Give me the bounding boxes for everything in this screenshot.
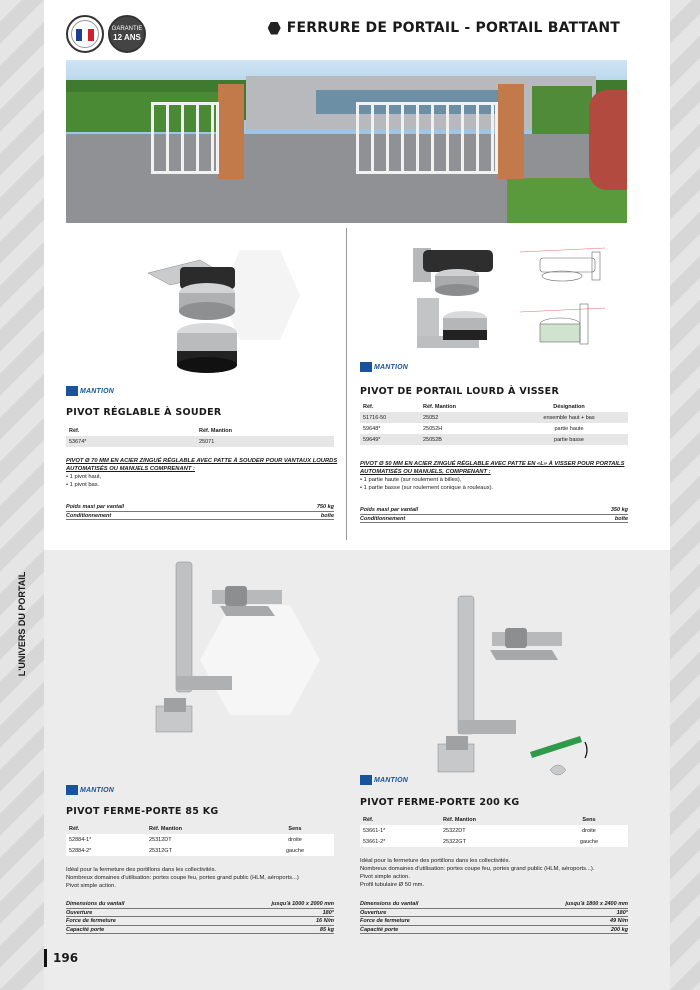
guarantee-logo xyxy=(108,15,146,53)
mantion-logo-icon xyxy=(360,362,372,372)
brand-logo-4: MANTION xyxy=(360,775,408,785)
side-section-label: L'UNIVERS DU PORTAIL xyxy=(17,571,27,677)
product-title-1: PIVOT RÉGLABLE À SOUDER xyxy=(66,407,222,418)
mantion-logo-icon xyxy=(360,775,372,785)
product-title-2: PIVOT DE PORTAIL LOURD À VISSER xyxy=(360,386,560,397)
table-header: Désignation xyxy=(553,403,585,410)
list-item: • 1 partie basse (sur roulement conique à rouleaux). xyxy=(360,484,628,492)
product-image-ferme-porte-85 xyxy=(150,558,290,743)
list-item: • 1 pivot bas. xyxy=(66,481,338,489)
product-description-3: Idéal pour la fermeture des portillons dans les collectivités. Nombreux domaines d'utilisation: portes coupe feu, portes grand public (HLM, aéroports...) Pivot simple action. xyxy=(66,867,299,889)
table-header: Réf. Mantion xyxy=(149,825,182,832)
brand-logo-2: MANTION xyxy=(360,362,408,372)
product-specs-4 xyxy=(360,900,628,934)
table-header: Sens xyxy=(288,825,302,832)
spec-row: Conditionnement boîte xyxy=(360,515,628,522)
spec-row: Dimensions du vantail jusqu'à 1000 x 2000 mm xyxy=(66,901,334,907)
product-table-1 xyxy=(66,425,334,447)
product-table-4 xyxy=(360,814,628,847)
table-header: Réf. xyxy=(363,816,374,823)
table-header: Réf. Mantion xyxy=(423,403,456,410)
hexagon-bullet-icon xyxy=(268,22,281,35)
table-header: Réf. Mantion xyxy=(199,427,232,434)
product-image-pivot-soudure xyxy=(140,255,250,380)
table-row: 52884-2* 25312GT gauche xyxy=(66,845,334,856)
france-flag-icon xyxy=(71,20,99,48)
spec-row: Ouverture 180° xyxy=(360,909,628,916)
table-row: 53661-2* 25322GT gauche xyxy=(360,836,628,847)
table-row: 52884-1* 25312DT droite xyxy=(66,834,334,845)
page-number: 196 xyxy=(44,949,78,967)
right-decorative-band xyxy=(670,0,700,990)
spec-row: Ouverture 180° xyxy=(66,909,334,916)
spec-row: Poids maxi par vantail 750 kg xyxy=(66,504,334,510)
guarantee-line2: 12 ANS xyxy=(113,33,141,42)
table-row: 59648* 25052H partie haute xyxy=(363,425,584,432)
brand-logo-1: MANTION xyxy=(66,386,114,396)
spec-row: Poids maxi par vantail 350 kg xyxy=(360,507,628,513)
table-header: Réf. xyxy=(69,825,80,832)
product-title-4: PIVOT FERME-PORTE 200 KG xyxy=(360,797,520,808)
product-image-pivot-visser xyxy=(405,240,500,358)
product-table-3 xyxy=(66,823,334,856)
table-header: Réf. Mantion xyxy=(443,816,476,823)
product-image-ferme-porte-200 xyxy=(430,592,600,787)
mantion-logo-icon xyxy=(66,785,78,795)
header-logos xyxy=(66,15,146,53)
product-description-4: Idéal pour la fermeture des portillons dans les collectivités. Nombreux domaines d'utilisation: portes coupe feu, portes grand public (HLM, aéroports...). Pivot simple action. Profil tubulaire Ø 50 mm. xyxy=(360,858,595,888)
spec-row: Capacité porte 200 kg xyxy=(360,926,628,933)
page-title: FERRURE DE PORTAIL - PORTAIL BATTANT xyxy=(268,20,620,36)
table-row: 53674* 25071 xyxy=(66,436,334,447)
product-title-3: PIVOT FERME-PORTE 85 KG xyxy=(66,806,219,817)
hero-gate-photo xyxy=(66,60,627,223)
product-specs-1 xyxy=(66,503,334,520)
list-item: • 1 partie haute (sur roulement à billes), xyxy=(360,476,628,484)
product-description-1: PIVOT Ø 70 MM EN ACIER ZINGUÉ RÉGLABLE AVEC PATTE À SOUDER POUR VANTAUX LOURDS AUTOMATISÉS OU MANUELS COMPRENANT : • 1 pivot haut, • 1 pivot bas. xyxy=(66,457,338,489)
product-technical-drawing xyxy=(510,242,610,352)
left-decorative-band xyxy=(0,0,44,990)
guarantee-line1: GARANTIE xyxy=(111,26,143,32)
product-specs-2 xyxy=(360,506,628,523)
spec-row: Conditionnement boîte xyxy=(66,512,334,519)
table-row: 51716-50 25052 ensemble haut + bas xyxy=(360,412,628,423)
mantion-logo-icon xyxy=(66,386,78,396)
spec-row: Force de fermeture 49 N/m xyxy=(360,918,628,924)
list-item: • 1 pivot haut, xyxy=(66,473,338,481)
made-in-france-logo xyxy=(66,15,104,53)
product-description-2: PIVOT Ø 50 MM EN ACIER ZINGUÉ RÉGLABLE AVEC PATTE EN «L» À VISSER POUR PORTAILS AUTOMATISÉS OU MANUELS, COMPRENANT : • 1 partie haute (sur roulement à billes), • 1 partie basse (sur roulement conique à rouleaux). xyxy=(360,460,628,492)
product-table-2 xyxy=(360,401,628,445)
brand-logo-3: MANTION xyxy=(66,785,114,795)
table-row: 53661-1* 25322DT droite xyxy=(360,825,628,836)
spec-row: Dimensions du vantail jusqu'à 1800 x 2400 mm xyxy=(360,901,628,907)
table-row: 59649* 25052B partie basse xyxy=(360,434,628,445)
table-header: Réf. xyxy=(363,403,374,410)
table-header: Réf. xyxy=(69,427,80,434)
table-header: Sens xyxy=(582,816,596,823)
spec-row: Capacité porte 85 kg xyxy=(66,926,334,933)
product-specs-3 xyxy=(66,900,334,934)
spec-row: Force de fermeture 16 N/m xyxy=(66,918,334,924)
column-divider xyxy=(346,228,347,540)
